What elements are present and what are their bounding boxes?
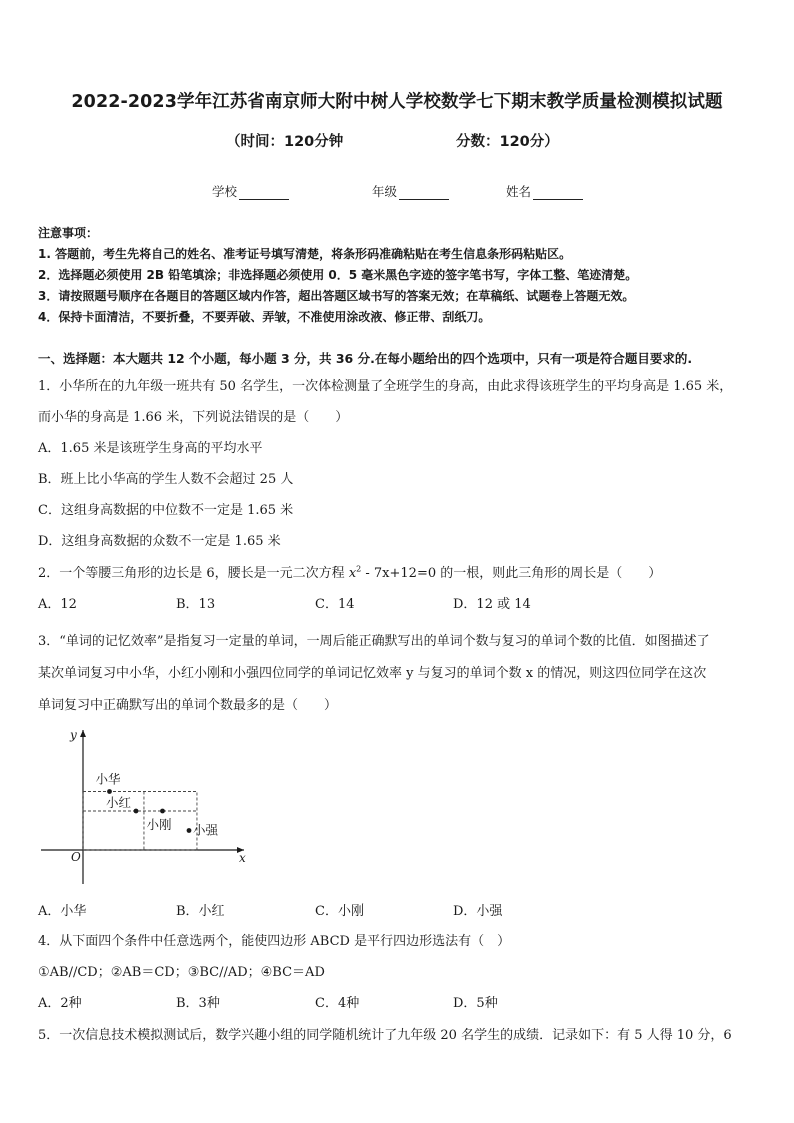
data-label-3: 小刚 (146, 817, 172, 832)
x-axis-label: x (239, 851, 246, 865)
school-field[interactable] (212, 182, 289, 200)
q2-eq-x: x (348, 566, 357, 581)
origin-label: O (71, 850, 81, 864)
grade-field[interactable] (372, 182, 449, 200)
page-title: 2022-2023学年江苏省南京师大附中树人学校数学七下期末教学质量检测模拟试题 (71, 92, 723, 112)
q4-stem: 4．从下面四个条件中任意选两个，能使四边形 ABCD 是平行四边形选法有（ ） (38, 934, 511, 949)
q2-option-b[interactable]: B．13 (176, 597, 216, 612)
q1-option-c[interactable]: C．这组身高数据的中位数不一定是 1.65 米 (38, 503, 294, 518)
q2-option-d[interactable]: D．12 或 14 (453, 597, 531, 612)
q3-option-d[interactable]: D．小强 (453, 904, 503, 919)
notice-item: 1. 答题前，考生先将自己的姓名、准考证号填写清楚，将条形码准确粘贴在考生信息条形码粘贴区。 (38, 247, 572, 261)
data-label-1: 小华 (95, 771, 121, 787)
q2-option-c[interactable]: C．14 (315, 597, 355, 612)
q4-conditions: ①AB//CD；②AB＝CD；③BC//AD；④BC＝AD (38, 965, 325, 980)
y-axis-label: y (70, 728, 77, 742)
q2-option-a[interactable]: A．12 (38, 597, 77, 612)
q3-option-a[interactable]: A．小华 (38, 904, 87, 919)
q3-stem-line3: 单词复习中正确默写出的单词个数最多的是（ ） (38, 698, 338, 713)
q3-stem-line1: 3．“单词的记忆效率”是指复习一定量的单词，一周后能正确默写出的单词个数与复习的单词个数的比值．如图描述了 (38, 634, 710, 649)
name-blank[interactable] (533, 187, 583, 200)
data-point-4 (187, 828, 192, 833)
q1-stem-line1: 1．小华所在的九年级一班共有 50 名学生，一次体检测量了全班学生的身高，由此求得该班学生的平均身高是 1.65 米， (38, 379, 733, 394)
q3-option-b[interactable]: B．小红 (176, 904, 225, 919)
notice-heading: 注意事项： (38, 226, 99, 240)
q3-chart-svg (36, 724, 266, 894)
notice-item: 4．保持卡面清洁，不要折叠，不要弄破、弄皱，不准使用涂改液、修正带、刮纸刀。 (38, 310, 491, 324)
grade-blank[interactable] (399, 187, 449, 200)
q2-stem-rest: - 7x+12=0 的一根，则此三角形的周长是（ ） (361, 566, 662, 581)
notice-item: 2．选择题必须使用 2B 铅笔填涂；非选择题必须使用 0．5 毫米黑色字迹的签字笔书写，字体工整、笔迹清楚。 (38, 268, 638, 282)
q1-option-a[interactable]: A．1.65 米是该班学生身高的平均水平 (38, 441, 263, 456)
grade-label: 年级 (372, 184, 398, 199)
data-label-4: 小强 (193, 822, 219, 838)
notice-item: 3．请按照题号顺序在各题目的答题区域内作答，超出答题区域书写的答案无效；在草稿纸、试题卷上答题无效。 (38, 289, 635, 303)
q4-option-a[interactable]: A．2种 (38, 996, 82, 1011)
name-field[interactable] (506, 182, 583, 200)
q3-option-c[interactable]: C．小刚 (315, 904, 364, 919)
q2-stem (38, 562, 661, 581)
name-label: 姓名 (506, 184, 532, 199)
q1-stem-line2: 而小华的身高是 1.66 米，下列说法错误的是（ ） (38, 410, 349, 425)
data-point-1 (107, 789, 112, 794)
q4-option-d[interactable]: D．5种 (453, 996, 498, 1011)
school-blank[interactable] (239, 187, 289, 200)
data-point-2 (134, 809, 139, 814)
q4-option-b[interactable]: B．3种 (176, 996, 220, 1011)
data-label-2: 小红 (106, 795, 132, 810)
guide-box-outer (83, 792, 197, 851)
q2-eq-sup: 2 (356, 564, 362, 574)
q2-stem-pre: 2．一个等腰三角形的边长是 6，腰长是一元二次方程 (38, 566, 349, 581)
section-heading: 一、选择题：本大题共 12 个小题，每小题 3 分，共 36 分.在每小题给出的四个选项中，只有一项是符合题目要求的. (38, 351, 693, 366)
q3-stem-line2: 某次单词复习中小华，小红小刚和小强四位同学的单词记忆效率 y 与复习的单词个数 x 的情况，则这四位同学在这次 (38, 666, 707, 681)
q1-option-b[interactable]: B．班上比小华高的学生人数不会超过 25 人 (38, 472, 294, 487)
score-label: 分数：120分） (456, 134, 559, 150)
q1-option-d[interactable]: D．这组身高数据的众数不一定是 1.65 米 (38, 534, 281, 549)
data-point-3 (160, 809, 165, 814)
q4-option-c[interactable]: C．4种 (315, 996, 360, 1011)
q5-stem: 5．一次信息技术模拟测试后，数学兴趣小组的同学随机统计了九年级 20 名学生的成绩．记录如下：有 5 人得 10 分，6 (38, 1028, 732, 1043)
q3-chart (36, 724, 266, 894)
y-axis-arrow (80, 730, 86, 737)
time-label: （时间：120分钟 (226, 134, 344, 150)
school-label: 学校 (212, 184, 238, 199)
